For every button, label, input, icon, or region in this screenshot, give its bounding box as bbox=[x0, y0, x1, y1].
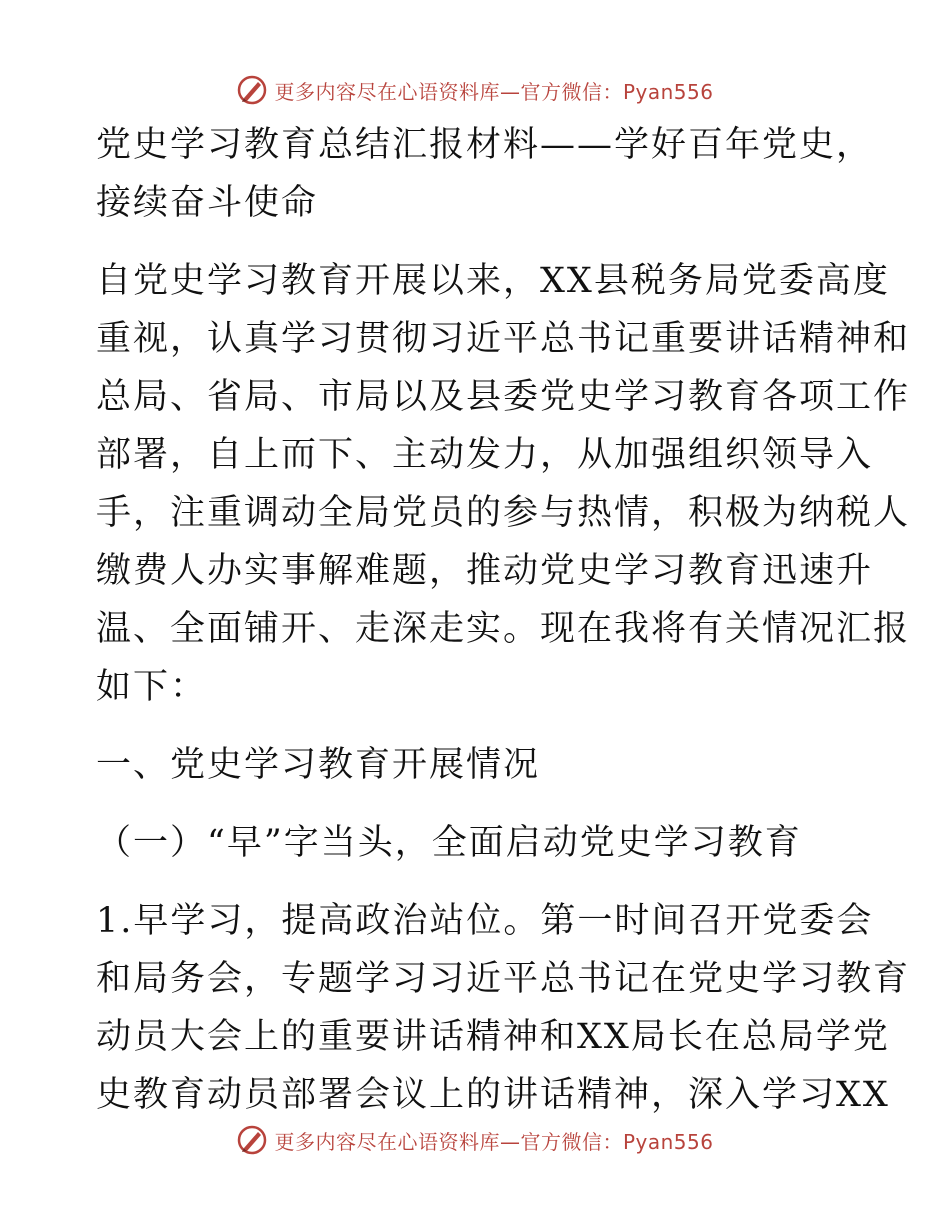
subsection-heading: （一）“早”字当头，全面启动党史学习教育 bbox=[96, 823, 802, 863]
document-body bbox=[96, 116, 911, 1124]
title-line-1: 党史学习教育总结汇报材料——学好百年党史， bbox=[96, 125, 874, 165]
item1-line-4: 史教育动员部署会议上的讲话精神，深入学习XX bbox=[96, 1075, 890, 1115]
intro-line-6: 缴费人办实事解难题，推动党史学习教育迅速升 bbox=[96, 551, 874, 591]
item1-line-3: 动员大会上的重要讲话精神和XX局长在总局学党 bbox=[96, 1017, 890, 1057]
section-heading: 一、党史学习教育开展情况 bbox=[96, 745, 541, 785]
pen-logo-icon bbox=[236, 1124, 268, 1156]
intro-line-5: 手，注重调动全局党员的参与热情，积极为纳税人 bbox=[96, 493, 911, 533]
pen-logo-icon bbox=[236, 74, 268, 106]
footer-watermark bbox=[0, 1120, 950, 1160]
intro-line-8: 如下： bbox=[96, 667, 208, 707]
intro-line-3: 总局、省局、市局以及县委党史学习教育各项工作 bbox=[96, 377, 911, 417]
item1-line-2: 和局务会，专题学习习近平总书记在党史学习教育 bbox=[96, 959, 911, 999]
intro-line-7: 温、全面铺开、走深走实。现在我将有关情况汇报 bbox=[96, 609, 911, 649]
intro-line-1: 自党史学习教育开展以来，XX县税务局党委高度 bbox=[96, 261, 890, 301]
item1-line-1: 1.早学习，提高政治站位。第一时间召开党委会 bbox=[96, 901, 874, 941]
title-line-2: 接续奋斗使命 bbox=[96, 183, 319, 223]
header-watermark bbox=[0, 70, 950, 110]
watermark-text: 更多内容尽在心语资料库—官方微信：Pyan556 bbox=[274, 1129, 714, 1154]
intro-line-4: 部署，自上而下、主动发力，从加强组织领导入 bbox=[96, 435, 874, 475]
intro-line-2: 重视，认真学习贯彻习近平总书记重要讲话精神和 bbox=[96, 319, 911, 359]
watermark-text: 更多内容尽在心语资料库—官方微信：Pyan556 bbox=[274, 79, 714, 104]
